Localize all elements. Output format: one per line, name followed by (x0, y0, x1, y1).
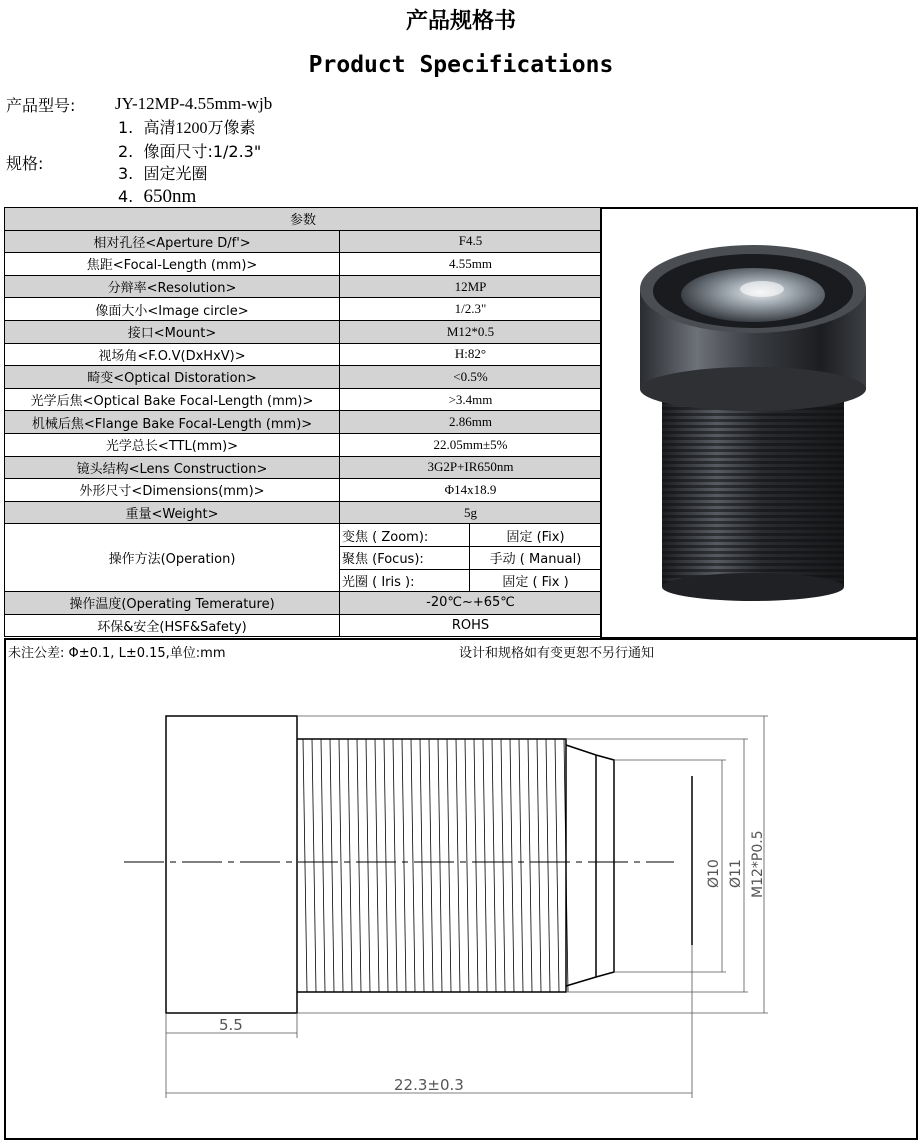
table-row (5, 524, 602, 547)
lens-photo (600, 207, 918, 639)
param-value: F4.5 (340, 230, 602, 253)
thread-line (321, 739, 325, 992)
param-label: 环保&安全(HSF&Safety) (5, 614, 340, 637)
thread-line (492, 739, 496, 992)
thread-line (420, 739, 424, 992)
param-label: 视场角<F.O.V(DxHxV)> (5, 343, 340, 366)
param-value: -20℃~+65℃ (340, 592, 602, 615)
thread-line (528, 739, 532, 992)
spec-list (118, 117, 261, 208)
param-label: 光学总长<TTL(mm)> (5, 433, 340, 456)
lens-photo-illustration (602, 209, 916, 637)
thread-line (402, 739, 406, 992)
thread-line (375, 739, 379, 992)
param-label: 分辩率<Resolution> (5, 275, 340, 298)
param-label: 接口<Mount> (5, 320, 340, 343)
param-value: M12*0.5 (340, 320, 602, 343)
thread-line (483, 739, 487, 992)
operation-key: 变焦 ( Zoom): (340, 524, 470, 547)
table-heading: 参数 (5, 208, 602, 231)
param-value: 4.55mm (340, 253, 602, 276)
param-value: 1/2.3" (340, 298, 602, 321)
thread-line (348, 739, 352, 992)
param-value: 22.05mm±5% (340, 433, 602, 456)
operation-key: 聚焦 (Focus): (340, 546, 470, 569)
param-value: Φ14x18.9 (340, 479, 602, 502)
spec-num: 1. (118, 118, 134, 137)
dim-thread: M12*P0.5 (750, 830, 766, 898)
spec-item (118, 141, 261, 164)
spec-label: 规格: (6, 154, 44, 173)
spec-text: 650nm (143, 185, 197, 207)
thread-line (555, 739, 559, 992)
thread-line (393, 739, 397, 992)
param-label: 畸变<Optical Distoration> (5, 366, 340, 389)
thread-line (447, 739, 451, 992)
dim-head: 5.5 (219, 1016, 243, 1034)
table-row (5, 388, 602, 411)
param-label: 光学后焦<Optical Bake Focal-Length (mm)> (5, 388, 340, 411)
thread-line (510, 739, 514, 992)
table-row (5, 592, 602, 615)
param-value: >3.4mm (340, 388, 602, 411)
spec-num: 4. (118, 186, 134, 206)
param-value: 12MP (340, 275, 602, 298)
thread-line (312, 739, 316, 992)
dim-d10: Ø10 (706, 859, 722, 888)
page-title-cn: 产品规格书 (405, 9, 516, 34)
spec-text: 高清1200万像素 (143, 120, 256, 137)
table-row (5, 411, 602, 434)
param-value: 3G2P+IR650nm (340, 456, 602, 479)
thread-line (474, 739, 478, 992)
param-label: 操作温度(Operating Temerature) (5, 592, 340, 615)
disclaimer-note: 设计和规格如有变更恕不另行通知 (459, 646, 655, 661)
thread-line (303, 739, 307, 992)
thread-line (366, 739, 370, 992)
param-label: 像面大小<Image circle> (5, 298, 340, 321)
table-row (5, 433, 602, 456)
param-label: 相对孔径<Aperture D/f'> (5, 230, 340, 253)
param-label: 镜头结构<Lens Construction> (5, 456, 340, 479)
operation-value: 固定 ( Fix ) (470, 569, 602, 592)
param-value: H:82° (340, 343, 602, 366)
thread-lines (303, 739, 568, 992)
page-title-en: Product Specifications (308, 52, 614, 78)
table-row (5, 298, 602, 321)
table-row (5, 501, 602, 524)
table-row (5, 275, 602, 298)
spec-text: 固定光圈 (143, 164, 208, 183)
tolerance-note: 未注公差: Φ±0.1, L±0.15,单位:mm (8, 646, 226, 661)
thread-line (501, 739, 505, 992)
param-label: 重量<Weight> (5, 501, 340, 524)
operation-value: 手动 ( Manual) (470, 546, 602, 569)
table-row (5, 230, 602, 253)
operation-value: 固定 (Fix) (470, 524, 602, 547)
table-row (5, 253, 602, 276)
spec-text: 像面尺寸:1/2.3" (143, 141, 262, 161)
spec-item (118, 186, 261, 209)
lens-dimension-drawing (6, 640, 916, 1138)
operation-label: 操作方法(Operation) (5, 524, 340, 592)
table-row (5, 456, 602, 479)
spec-item (118, 163, 261, 186)
dim-total: 22.3±0.3 (394, 1076, 464, 1094)
spec-num: 3. (118, 164, 134, 183)
param-label: 机械后焦<Flange Bake Focal-Length (mm)> (5, 411, 340, 434)
param-value: <0.5% (340, 366, 602, 389)
model-value: JY-12MP-4.55mm-wjb (115, 94, 273, 113)
param-value: 5g (340, 501, 602, 524)
spec-table (4, 207, 602, 637)
thread-line (519, 739, 523, 992)
operation-key: 光圈 ( Iris ): (340, 569, 470, 592)
thread-line (537, 739, 541, 992)
param-label: 焦距<Focal-Length (mm)> (5, 253, 340, 276)
thread-line (456, 739, 460, 992)
technical-drawing (4, 638, 918, 1140)
thread-line (546, 739, 550, 992)
thread-line (411, 739, 415, 992)
spec-num: 2. (118, 141, 134, 161)
table-row (5, 479, 602, 502)
spec-item (118, 117, 261, 141)
thread-line (465, 739, 469, 992)
table-row (5, 320, 602, 343)
table-row (5, 343, 602, 366)
dim-d11: Ø11 (728, 859, 744, 888)
thread-line (339, 739, 343, 992)
thread-body-outline (297, 739, 566, 992)
table-row (5, 614, 602, 637)
param-value: 2.86mm (340, 411, 602, 434)
thread-line (357, 739, 361, 992)
param-label: 外形尺寸<Dimensions(mm)> (5, 479, 340, 502)
table-row (5, 366, 602, 389)
thread-line (330, 739, 334, 992)
lens-head-outline (166, 716, 297, 1013)
thread-line (384, 739, 388, 992)
model-label: 产品型号: (6, 96, 76, 115)
param-value: ROHS (340, 614, 602, 637)
thread-line (438, 739, 442, 992)
thread-line (429, 739, 433, 992)
